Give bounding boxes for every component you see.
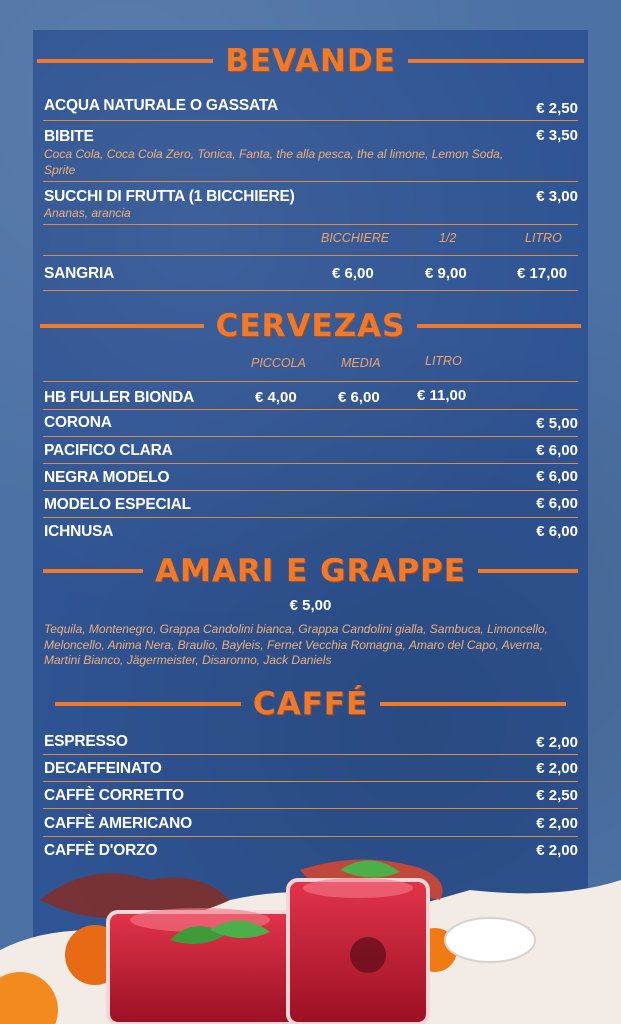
heading-rule-right — [408, 59, 584, 63]
menu-item-price: € 17,00 — [517, 265, 568, 282]
separator — [43, 436, 578, 437]
section-title-cervezas: CERVEZAS — [215, 308, 406, 344]
glass-rim — [303, 878, 413, 898]
menu-item-price: € 3,50 — [536, 127, 578, 144]
menu-item-name: CAFFÈ CORRETTO — [44, 787, 184, 804]
menu-item-name: BIBITE — [44, 128, 94, 145]
menu-item-price: € 2,50 — [536, 100, 578, 117]
menu-item-price: € 2,00 — [536, 760, 578, 777]
heading-rule-right — [380, 702, 566, 706]
menu-item-price: € 2,50 — [536, 787, 578, 804]
column-header: MEDIA — [341, 356, 381, 370]
separator — [43, 181, 578, 182]
section-heading-cervezas — [0, 308, 621, 344]
column-header: 1/2 — [439, 231, 457, 245]
separator — [43, 381, 578, 382]
menu-item-name: CAFFÈ D'ORZO — [44, 842, 158, 859]
menu-item-price: € 6,00 — [536, 523, 578, 540]
menu-item-name: ACQUA NATURALE O GASSATA — [44, 97, 279, 114]
menu-item-price: € 11,00 — [417, 387, 467, 404]
separator — [43, 255, 578, 256]
menu-item-price: € 6,00 — [536, 468, 578, 485]
section-heading-bevande — [0, 43, 621, 79]
separator — [43, 490, 578, 491]
heading-rule-left — [40, 324, 204, 328]
column-header: LITRO — [525, 231, 562, 245]
heading-rule-left — [37, 59, 213, 63]
section-heading-caffe — [0, 686, 621, 722]
separator — [43, 409, 578, 410]
heading-rule-right — [478, 569, 578, 573]
menu-item-price: € 4,00 — [255, 389, 297, 406]
menu-item-name: ESPRESSO — [44, 733, 128, 750]
menu-item-name: CORONA — [44, 414, 112, 431]
separator — [43, 808, 578, 809]
separator — [43, 290, 578, 291]
menu-item-name: MODELO ESPECIAL — [44, 496, 191, 513]
column-header: LITRO — [425, 354, 462, 368]
menu-item-name: DECAFFEINATO — [44, 760, 162, 777]
menu-item-price: € 2,00 — [536, 815, 578, 832]
menu-item-price: € 6,00 — [338, 389, 380, 406]
menu-item-price: € 2,00 — [536, 842, 578, 859]
amari-price: € 5,00 — [289, 597, 332, 614]
menu-item-name: PACIFICO CLARA — [44, 442, 173, 459]
sangria-glasses-image — [0, 840, 621, 1024]
column-header: PICCOLA — [251, 356, 306, 370]
dish — [445, 918, 535, 962]
menu-item-name: NEGRA MODELO — [44, 469, 170, 486]
separator — [43, 224, 578, 225]
menu-item-name: HB FULLER BIONDA — [44, 389, 195, 406]
menu-item-description: Coca Cola, Coca Cola Zero, Tonica, Fanta, the alla pesca, the al limone, Lemon Soda, Sprite — [44, 147, 504, 177]
menu-item-price: € 9,00 — [425, 265, 467, 282]
separator — [43, 754, 578, 755]
menu-item-price: € 2,00 — [536, 734, 578, 751]
menu-item-price: € 6,00 — [332, 265, 374, 282]
separator — [43, 517, 578, 518]
section-title-caffe: CAFFÉ — [252, 686, 369, 722]
heading-rule-right — [417, 324, 581, 328]
section-title-amari: AMARI E GRAPPE — [155, 553, 466, 589]
menu-item-name: CAFFÈ AMERICANO — [44, 815, 192, 832]
menu-item-name: ICHNUSA — [44, 523, 114, 540]
heading-rule-left — [55, 702, 241, 706]
section-heading-amari — [0, 553, 621, 589]
separator — [43, 781, 578, 782]
menu-item-price: € 6,00 — [536, 442, 578, 459]
menu-item-price: € 5,00 — [536, 415, 578, 432]
menu-item-name: SUCCHI DI FRUTTA (1 BICCHIERE) — [44, 188, 295, 205]
menu-item-price: € 6,00 — [536, 495, 578, 512]
column-header: BICCHIERE — [321, 231, 390, 245]
section-title-bevande: BEVANDE — [225, 43, 396, 79]
menu-item-price: € 3,00 — [536, 188, 578, 205]
menu-item-description: Ananas, arancia — [44, 206, 131, 220]
separator — [43, 120, 578, 121]
fruit-piece — [350, 937, 386, 973]
amari-description: Tequila, Montenegro, Grappa Candolini bianca, Grappa Candolini gialla, Sambuca, Limoncello, Meloncello, Anima Nera, Braulio, Bayleis, Fernet Vecchia Romagna, Amaro del Capo, Averna, Martini Bianco, Jägermeister, Disaronno, Jack Daniels — [44, 622, 548, 667]
menu-item-name: SANGRIA — [44, 265, 115, 282]
heading-rule-left — [43, 569, 143, 573]
separator — [43, 836, 578, 837]
separator — [43, 463, 578, 464]
